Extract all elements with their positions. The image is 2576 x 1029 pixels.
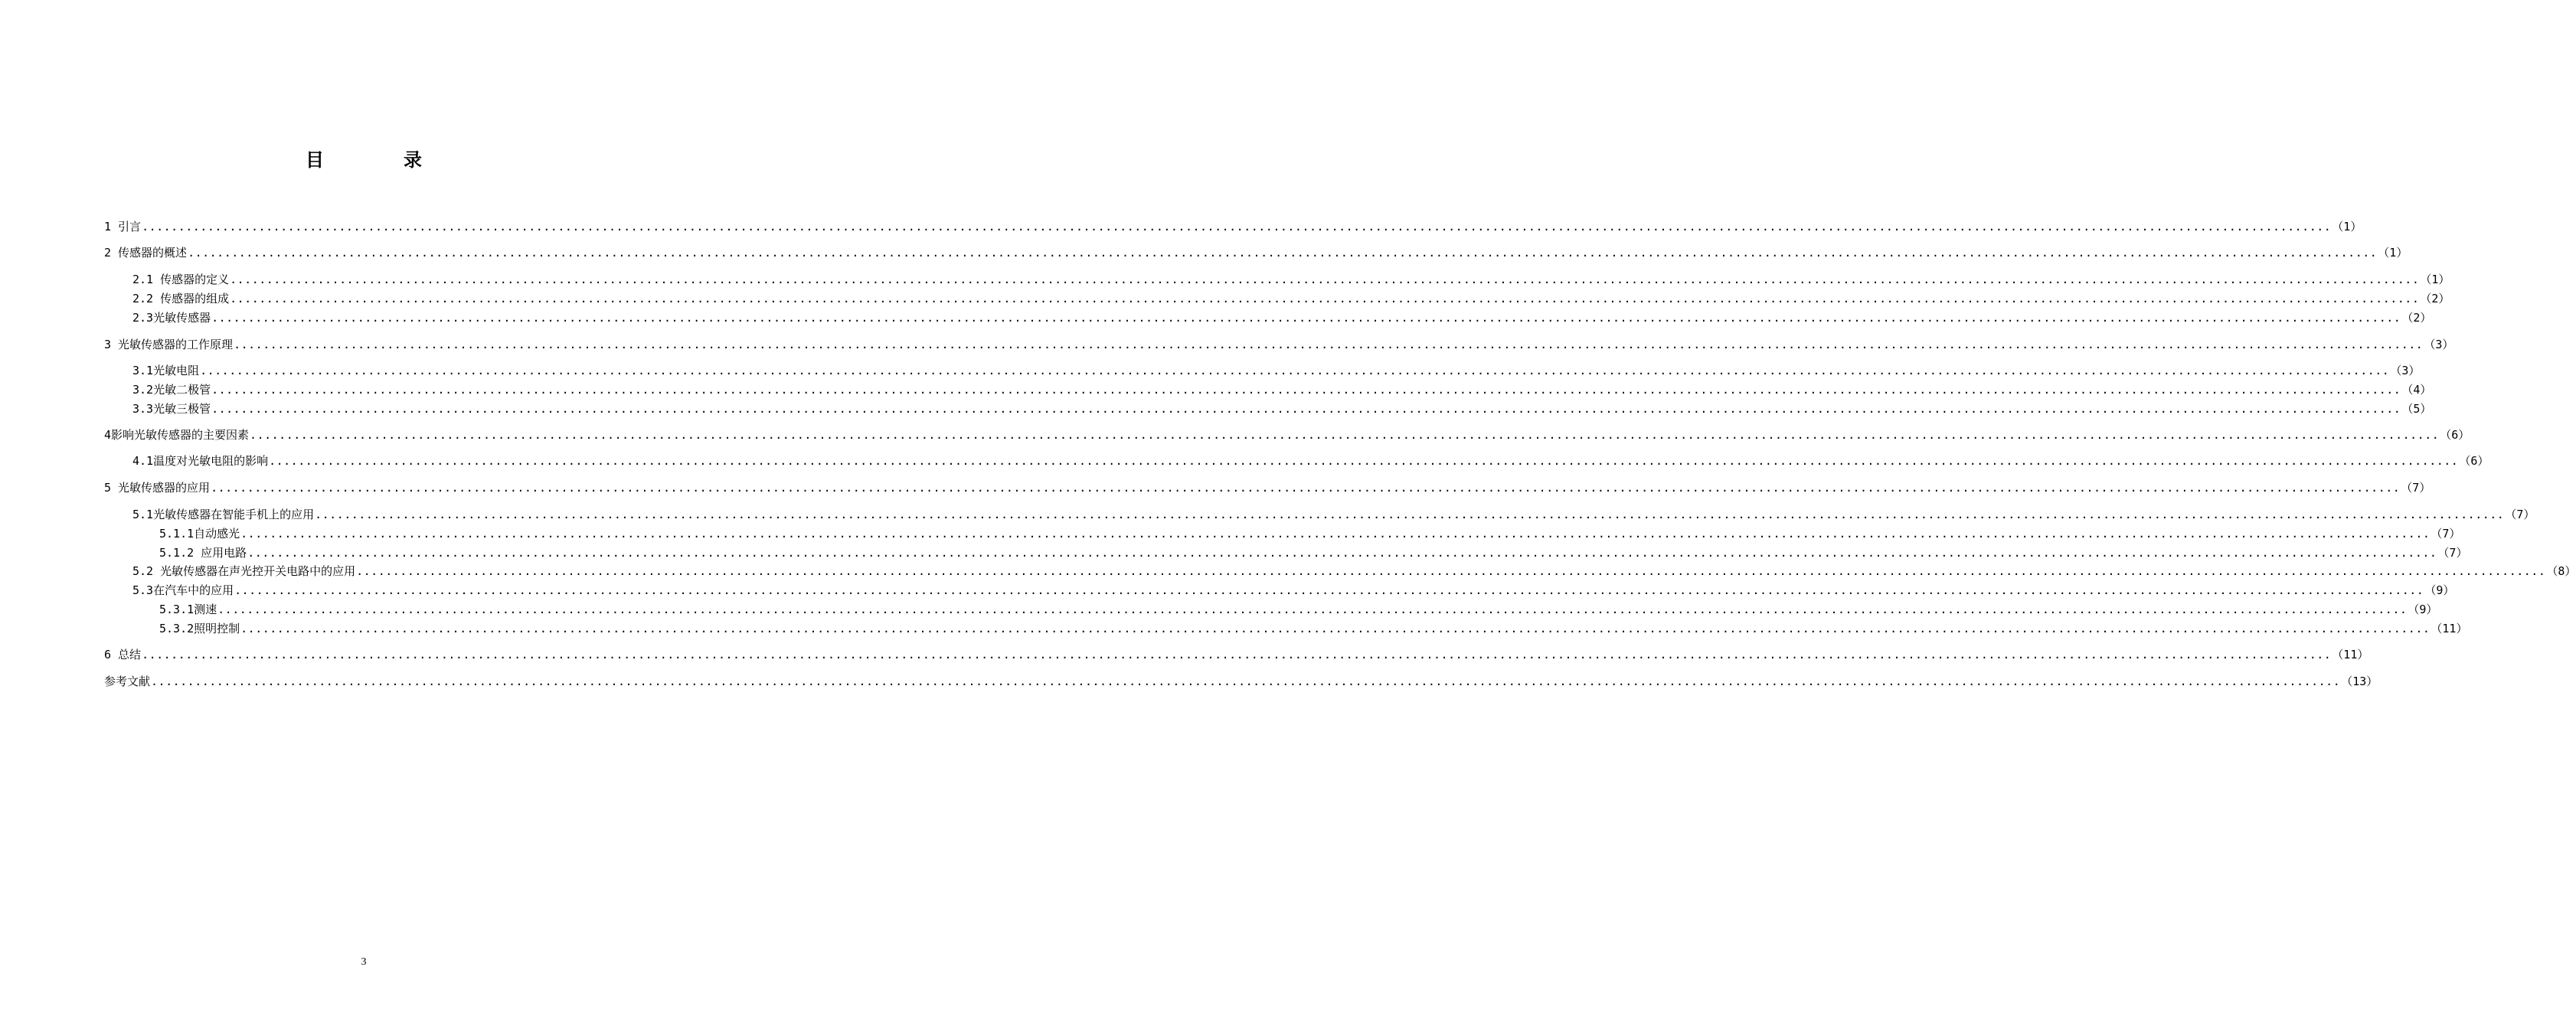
toc-entry-page: （6） [2440,428,2470,442]
toc-dot-leader: ............................................................................................................................................................................................................................................................................................................ [234,338,2424,351]
toc-dot-leader: ............................................................................................................................................................................................................................................................................................................ [250,428,2440,442]
toc-dot-leader: ............................................................................................................................................................................................................................................................................................................ [211,311,2401,325]
toc-entry-label: 3.3光敏三极管 [132,402,211,416]
toc-dot-leader: ............................................................................................................................................................................................................................................................................................................ [315,508,2505,521]
toc-entry-page: （3） [2424,338,2454,351]
toc-dot-leader: ............................................................................................................................................................................................................................................................................................................ [200,364,2390,377]
toc-entry[interactable] [132,361,2421,380]
toc-entry[interactable] [104,645,2369,664]
toc-entry-label: 2.2 传感器的组成 [132,292,230,305]
toc-dot-leader: ............................................................................................................................................................................................................................................................................................................ [234,583,2424,597]
toc-entry-label: 5.1光敏传感器在智能手机上的应用 [132,508,315,521]
toc-entry-page: （2） [2401,311,2432,325]
toc-dot-leader: ............................................................................................................................................................................................................................................................................................................ [247,546,2437,560]
toc-entry-page: （8） [2546,564,2576,578]
toc-entry[interactable] [104,217,2362,236]
toc-dot-leader: ............................................................................................................................................................................................................................................................................................................ [211,481,2401,495]
toc-dot-leader: ............................................................................................................................................................................................................................................................................................................ [211,402,2401,416]
toc-entry[interactable] [132,581,2455,599]
toc-entry-label: 5.3.2照明控制 [159,622,240,635]
toc-entry-page: （1） [2332,220,2362,234]
toc-entry-label: 5.1.1自动感光 [159,527,240,541]
toc-dot-leader: ............................................................................................................................................................................................................................................................................................................ [230,292,2420,305]
toc-entry-page: （7） [2505,508,2535,521]
toc-entry[interactable] [132,400,2432,418]
toc-dot-leader: ............................................................................................................................................................................................................................................................................................................ [142,648,2332,662]
toc-entry-label: 3 光敏传感器的工作原理 [104,338,234,351]
toc-dot-leader: ............................................................................................................................................................................................................................................................................................................ [230,273,2420,286]
toc-entry[interactable] [104,479,2431,497]
toc-entry[interactable] [159,524,2461,543]
toc-dot-leader: ............................................................................................................................................................................................................................................................................................................ [151,675,2341,688]
toc-dot-leader: ............................................................................................................................................................................................................................................................................................................ [142,220,2332,234]
toc-entry-page: （4） [2401,383,2432,397]
toc-entry[interactable] [104,243,2408,262]
toc-entry-page: （6） [2459,454,2489,468]
toc-entry-page: （13） [2341,675,2378,688]
toc-entry-page: （7） [2431,527,2461,541]
toc-entry-label: 3.1光敏电阻 [132,364,200,377]
toc-entry-page: （7） [2437,546,2468,560]
toc-entry[interactable] [104,335,2454,354]
toc-entry-label: 1 引言 [104,220,142,234]
toc-title: 目 录 [306,149,453,171]
toc-entry-label: 5.3在汽车中的应用 [132,583,234,597]
toc-dot-leader: ............................................................................................................................................................................................................................................................................................................ [217,603,2408,616]
toc-entry[interactable] [132,452,2489,470]
toc-dot-leader: ............................................................................................................................................................................................................................................................................................................ [240,622,2431,635]
toc-entry-page: （7） [2401,481,2431,495]
toc-dot-leader: ............................................................................................................................................................................................................................................................................................................ [269,454,2459,468]
toc-entry[interactable] [159,544,2468,562]
toc-entry-page: （1） [2378,246,2408,260]
toc-dot-leader: ............................................................................................................................................................................................................................................................................................................ [188,246,2378,260]
toc-entry-page: （11） [2332,648,2369,662]
toc-entry-page: （2） [2420,292,2450,305]
toc-entry[interactable] [159,619,2468,638]
toc-entry-label: 5.2 光敏传感器在声光控开关电路中的应用 [132,564,356,578]
toc-entry-page: （9） [2424,583,2455,597]
toc-entry[interactable] [104,426,2470,444]
toc-entry-page: （9） [2408,603,2438,616]
toc-entry-label: 5 光敏传感器的应用 [104,481,211,495]
toc-entry[interactable] [159,600,2438,619]
toc-entry-label: 参考文献 [104,675,151,688]
toc-entry-label: 2 传感器的概述 [104,246,188,260]
toc-entry[interactable] [132,562,2576,580]
toc-entry[interactable] [132,289,2450,308]
toc-entry-label: 6 总结 [104,648,142,662]
toc-entry[interactable] [132,270,2450,289]
toc-entry[interactable] [132,309,2432,327]
toc-entry[interactable] [104,672,2378,691]
toc-dot-leader: ............................................................................................................................................................................................................................................................................................................ [356,564,2546,578]
toc-entry-label: 2.1 传感器的定义 [132,273,230,286]
toc-entry-label: 4.1温度对光敏电阻的影响 [132,454,269,468]
toc-entry[interactable] [132,381,2432,399]
toc-dot-leader: ............................................................................................................................................................................................................................................................................................................ [211,383,2401,397]
toc-entry[interactable] [132,505,2535,524]
toc-dot-leader: ............................................................................................................................................................................................................................................................................................................ [240,527,2431,541]
toc-entry-label: 5.3.1测速 [159,603,217,616]
toc-entry-page: （5） [2401,402,2432,416]
toc-entry-label: 4影响光敏传感器的主要因素 [104,428,250,442]
toc-entry-label: 2.3光敏传感器 [132,311,211,325]
toc-entry-page: （11） [2431,622,2468,635]
toc-entry-page: （1） [2420,273,2450,286]
toc-entry-label: 5.1.2 应用电路 [159,546,247,560]
page-number: 3 [361,956,367,968]
toc-entry-page: （3） [2390,364,2421,377]
toc-entry-label: 3.2光敏二极管 [132,383,211,397]
